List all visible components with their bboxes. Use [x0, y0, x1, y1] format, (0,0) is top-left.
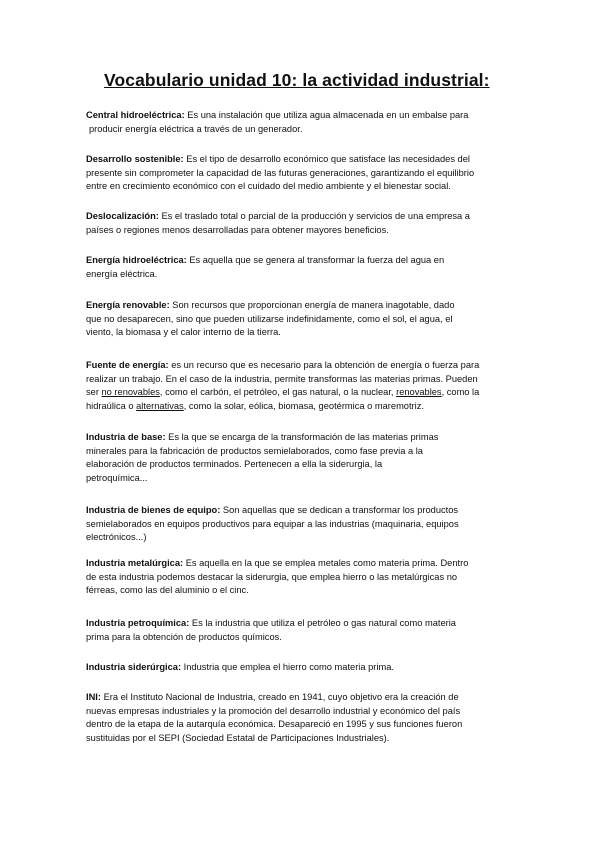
- entry-text: viento, la biomasa y el calor interno de la tierra.: [86, 327, 281, 337]
- entry-desarrollo-sostenible: [86, 153, 474, 194]
- entry-industria-petroquimica: [86, 617, 456, 644]
- entry-text: Es el traslado total o parcial de la producción y servicios de una empresa a: [158, 211, 470, 221]
- entry-term: INI:: [86, 692, 101, 702]
- entry-term: Fuente de energía:: [86, 360, 169, 370]
- entry-text: , como la: [441, 387, 480, 397]
- entry-industria-metalurgica: [86, 557, 468, 598]
- entry-term: Industria siderúrgica:: [86, 662, 182, 672]
- entry-text: , como el carbón, el petróleo, el gas natural, o la nuclear,: [159, 387, 397, 397]
- entry-text: Es aquella que se genera al transformar la fuerza del agua en: [186, 255, 445, 265]
- entry-text: prima para la obtención de productos químicos.: [86, 631, 282, 642]
- entry-text: producir energía eléctrica a través de un generador.: [89, 123, 303, 134]
- entry-term: Central hidroeléctrica:: [86, 110, 185, 120]
- entry-term: Deslocalización:: [86, 211, 159, 221]
- entry-text: electrónicos...): [86, 532, 147, 542]
- entry-ini: [86, 691, 462, 745]
- entry-term: Industria de base:: [86, 432, 166, 442]
- entry-text: dentro de la etapa de la autarquía económica. Desapareció en 1995 y sus funciones fueron: [86, 719, 463, 729]
- entry-text: Son recursos que proporcionan energía de manera inagotable, dado: [169, 300, 455, 310]
- entry-text: petroquímica...: [86, 472, 148, 483]
- entry-text: entre en crecimiento económico con el cuidado del medio ambiente y el bienestar social.: [86, 181, 451, 191]
- entry-text: energía eléctrica.: [86, 268, 158, 279]
- entry-term: Energía renovable:: [86, 300, 170, 310]
- entry-text: Es la que se encarga de la transformación de las materias primas: [165, 432, 439, 442]
- underlined-term-alternativas: alternativas: [136, 400, 184, 411]
- entry-text: semielaborados en equipos productivos para equipar a las industrias (maquinaria, equipos: [86, 518, 459, 529]
- entry-energia-hidroelectrica: [86, 254, 444, 281]
- entry-text: Es la industria que utiliza el petróleo o gas natural como materia: [189, 618, 456, 628]
- entry-term: Energía hidroeléctrica:: [86, 255, 187, 265]
- entry-industria-de-base: [86, 431, 438, 485]
- entry-text: Es aquella en la que se emplea metales como materia prima. Dentro: [183, 558, 469, 568]
- entry-deslocalizacion: [86, 210, 470, 237]
- entry-text: ser: [86, 387, 102, 397]
- entry-term: Desarrollo sostenible:: [86, 154, 184, 164]
- entry-fuente-de-energia: [86, 359, 479, 413]
- entry-central-hidroelectrica: [86, 109, 468, 136]
- page-title: Vocabulario unidad 10: la actividad industrial:: [104, 70, 490, 90]
- entry-text: nuevas empresas industriales y la promoción del desarrollo industrial y económico del país: [86, 705, 461, 716]
- entry-text: países o regiones menos desarrolladas para obtener mayores beneficios.: [86, 224, 389, 235]
- entry-text: Es una instalación que utiliza agua almacenada en un embalse para: [184, 110, 469, 120]
- entry-text: que no desaparecen, sino que pueden utilizarse indefinidamente, como el sol, el agua, el: [86, 313, 453, 324]
- entry-term: Industria de bienes de equipo:: [86, 505, 221, 515]
- entry-text: elaboración de productos terminados. Pertenecen a ella la siderurgia, la: [86, 459, 383, 469]
- entry-text: minerales para la fabricación de productos semielaborados, como fase previa a la: [86, 445, 423, 456]
- entry-text: Es el tipo de desarrollo económico que satisface las necesidades del: [183, 154, 470, 164]
- entry-term: Industria metalúrgica:: [86, 558, 184, 568]
- entry-text: de esta industria podemos destacar la siderurgia, que emplea hierro o las metalúrgicas no: [86, 571, 458, 582]
- underlined-term-renovables: renovables: [396, 387, 442, 397]
- entry-industria-bienes-de-equipo: [86, 504, 459, 545]
- entry-energia-renovable: [86, 299, 455, 340]
- entry-text: presente sin comprometer la capacidad de las futuras generaciones, garantizando el equilibrio: [86, 167, 475, 178]
- entry-text: Son aquellas que se dedican a transformar los productos: [220, 505, 459, 515]
- entry-text: Era el Instituto Nacional de Industria, creado en 1941, cuyo objetivo era la creación de: [100, 692, 459, 702]
- entry-text: realizar un trabajo. En el caso de la industria, permite transformas las materias primas. Pueden: [86, 373, 478, 384]
- underlined-term-no-renovables: no renovables: [101, 387, 160, 397]
- entry-term: Industria petroquímica:: [86, 618, 190, 628]
- entry-text: Industria que emplea el hierro como materia prima.: [181, 662, 394, 672]
- entry-text: sustituidas por el SEPI (Sociedad Estatal de Participaciones Industriales).: [86, 732, 390, 743]
- entry-industria-siderurgica: [86, 661, 394, 675]
- entry-text: , como la solar, eólica, biomasa, geotérmica o maremotriz.: [183, 400, 424, 411]
- entry-text: hidraúlica o: [86, 400, 137, 411]
- entry-text: es un recurso que es necesario para la obtención de energía o fuerza para: [168, 360, 480, 370]
- entry-text: férreas, como las del aluminio o el cinc.: [86, 585, 249, 595]
